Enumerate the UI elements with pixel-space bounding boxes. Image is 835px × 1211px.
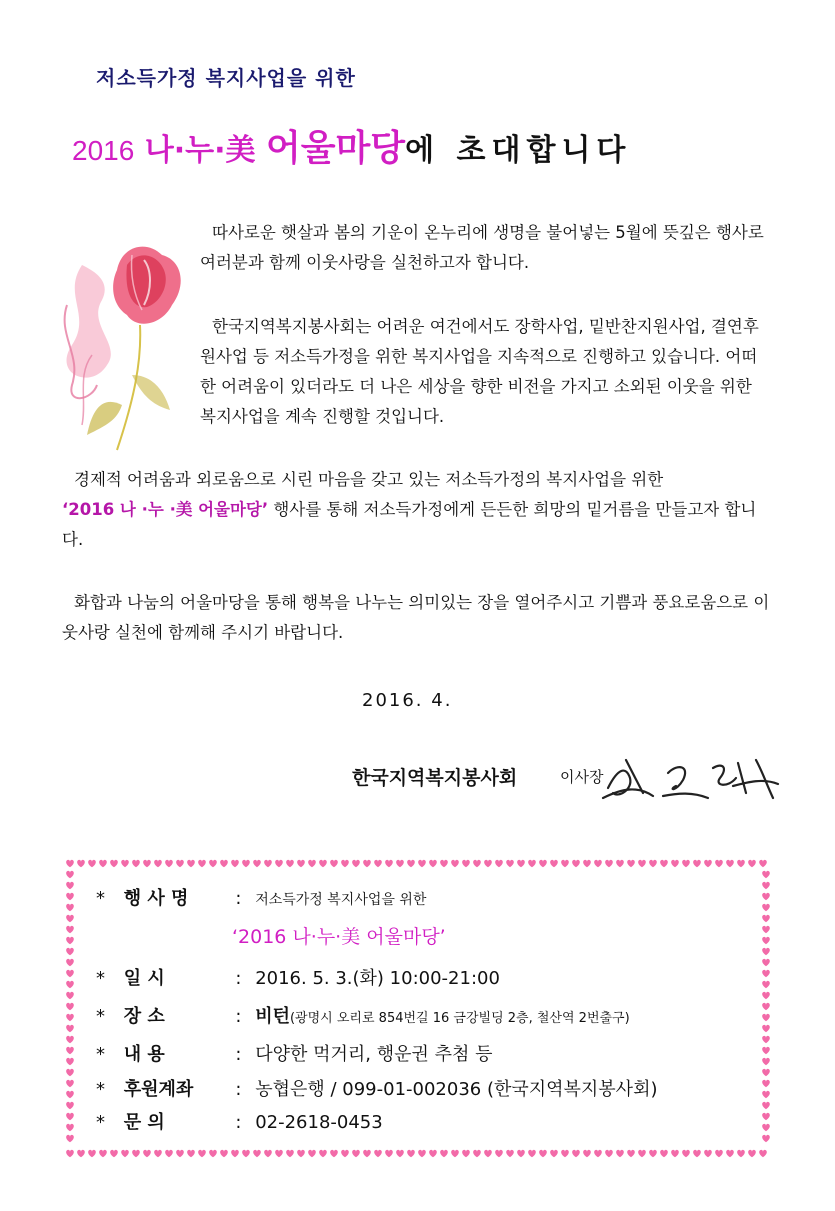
info-row-event [96,884,426,910]
bullet-star: * [96,1112,105,1133]
paragraph-1: 따사로운 햇살과 봄의 기운이 온누리에 생명을 불어넣는 5월에 뜻깊은 행사로 여러분과 함께 이웃사랑을 실천하고자 합니다. [200,223,764,272]
event-value: 저소득가정 복지사업을 위한 [255,892,427,908]
colon: : [235,1044,242,1065]
info-row-contact [96,1108,383,1134]
organization-name: 한국지역복지봉사회 [352,767,518,789]
bullet-star: * [96,1079,105,1100]
date-value: 2016. 5. 3.(화) 10:00-21:00 [255,968,500,989]
place-detail: (광명시 오리로 854번길 16 금강빌딩 2층, 철산역 2번출구) [289,1011,630,1026]
colon: : [235,1079,242,1100]
info-row-account [96,1075,657,1101]
info-row-content [96,1040,492,1066]
content-value: 다양한 먹거리, 행운권 추첨 등 [255,1044,493,1065]
event-title: ‘2016 나·누·美 어울마당’ [232,926,446,948]
colon: : [235,968,242,989]
position-title: 이사장 [560,768,604,786]
paragraph-3-rest: 행사를 통해 저소득가정에게 든든한 희망의 밑거름을 만들고자 합니다. [62,500,757,549]
colon: : [235,1006,242,1027]
title-rest: 에 초대합니다 [405,133,632,168]
subtitle: 저소득가정 복지사업을 위한 [96,66,356,90]
account-label: 후원계좌 [123,1079,194,1100]
contact-label: 문 의 [123,1112,165,1133]
colon: : [235,888,242,909]
place-label: 장 소 [123,1006,165,1027]
content-label: 내 용 [123,1044,165,1065]
contact-value: 02-2618-0453 [255,1112,383,1133]
title-eoul: 어울마당 [265,128,406,169]
bullet-star: * [96,888,105,909]
bullet-star: * [96,1006,105,1027]
paragraph-3-text: 경제적 어려움과 외로움으로 시린 마음을 갖고 있는 저소득가정의 복지사업을 위한 [74,470,664,489]
title-year: 2016 [72,135,135,166]
account-value: 농협은행 / 099-01-002036 (한국지역복지봉사회) [255,1079,658,1100]
info-row-place [96,1002,630,1028]
bullet-star: * [96,1044,105,1065]
event-label: 행 사 명 [123,888,189,909]
paragraph-2: 한국지역복지봉사회는 어려운 여건에서도 장학사업, 밑반찬지원사업, 결연후원사업 등 저소득가정을 위한 복지사업을 지속적으로 진행하고 있습니다. 어떠한 어려움이 있더라도 더 나은 세상을 향한 비전을 가지고 소외된 이웃을 위한 복지사업을 계속 진행할 것입니다. [200,317,759,426]
event-name-highlight: ‘2016 나 ·누 ·美 어울마당’ [62,500,269,519]
bullet-star: * [96,968,105,989]
place-value: 비턴 [255,1006,290,1027]
paragraph-4: 화합과 나눔의 어울마당을 통해 행복을 나누는 의미있는 장을 열어주시고 기쁨과 풍요로움으로 이웃사랑 실천에 함께해 주시기 바랍니다. [62,593,770,642]
info-row-date [96,964,500,990]
date-label: 일 시 [123,968,165,989]
letter-date: 2016. 4. [362,690,453,711]
title-nanumi: 나·누·美 [144,133,256,168]
colon: : [235,1112,242,1133]
